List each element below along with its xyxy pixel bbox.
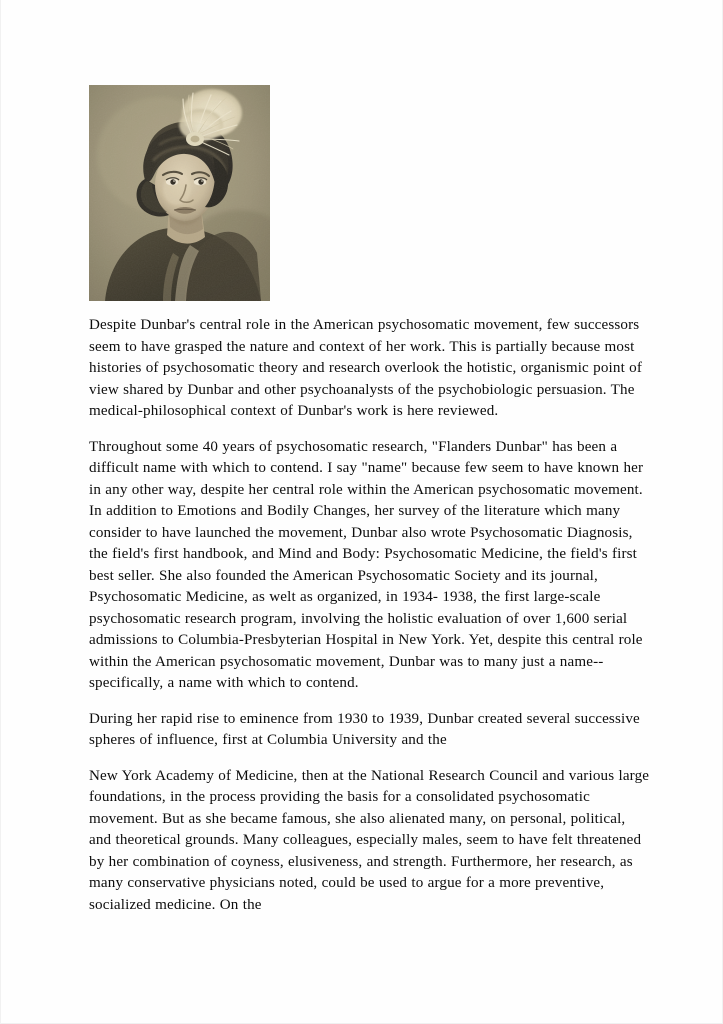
article-body [89, 315, 651, 916]
portrait-image [89, 85, 270, 301]
page-content [89, 85, 651, 916]
portrait-photograph [89, 85, 270, 301]
paragraph-1: Despite Dunbar's central role in the American psychosomatic movement, few successors seem to have grasped the nature and context of her work. This is partially because most histories of psychosomatic theory and research overlook the hotistic, organismic point of view shared by Dunbar and other psychoanalysts of the psychobiologic persuasion. The medical-philosophical context of Dunbar's work is here reviewed. [89, 317, 643, 419]
paragraph-4: New York Academy of Medicine, then at the National Research Council and various large foundations, in the process providing the basis for a consolidated psychosomatic movement. But as she became famous, she also alienated many, on personal, political, and theoretical grounds. Many colleagues, especially males, seem to have felt threatened by her combination of coyness, elusiveness, and strength. Furthermore, her research, as many conservative physicians noted, could be used to argue for a more preventive, socialized medicine. On the [89, 767, 650, 913]
photograph-frame [89, 85, 270, 301]
paragraph-2: Throughout some 40 years of psychosomatic research, "Flanders Dunbar" has been a difficult name with which to contend. I say "name" because few seem to have known her in any other way, despite her central role within the American psychosomatic movement. In addition to Emotions and Bodily Changes, her survey of the literature which many consider to have launched the movement, Dunbar also wrote Psychosomatic Diagnosis, the field's first handbook, and Mind and Body: Psychosomatic Medicine, the field's first best seller. She also founded the American Psychosomatic Society and its journal, Psychosomatic Medicine, as welt as organized, in 1934- 1938, the first large-scale psychosomatic research program, involving the holistic evaluation of over 1,600 serial admissions to Columbia-Presbyterian Hospital in New York. Yet, despite this central role within the American psychosomatic movement, Dunbar was to many just a name--specifically, a name with which to contend. [89, 438, 644, 691]
paragraph-3: During her rapid rise to eminence from 1930 to 1939, Dunbar created several successive spheres of influence, first at Columbia University and the [89, 710, 640, 748]
